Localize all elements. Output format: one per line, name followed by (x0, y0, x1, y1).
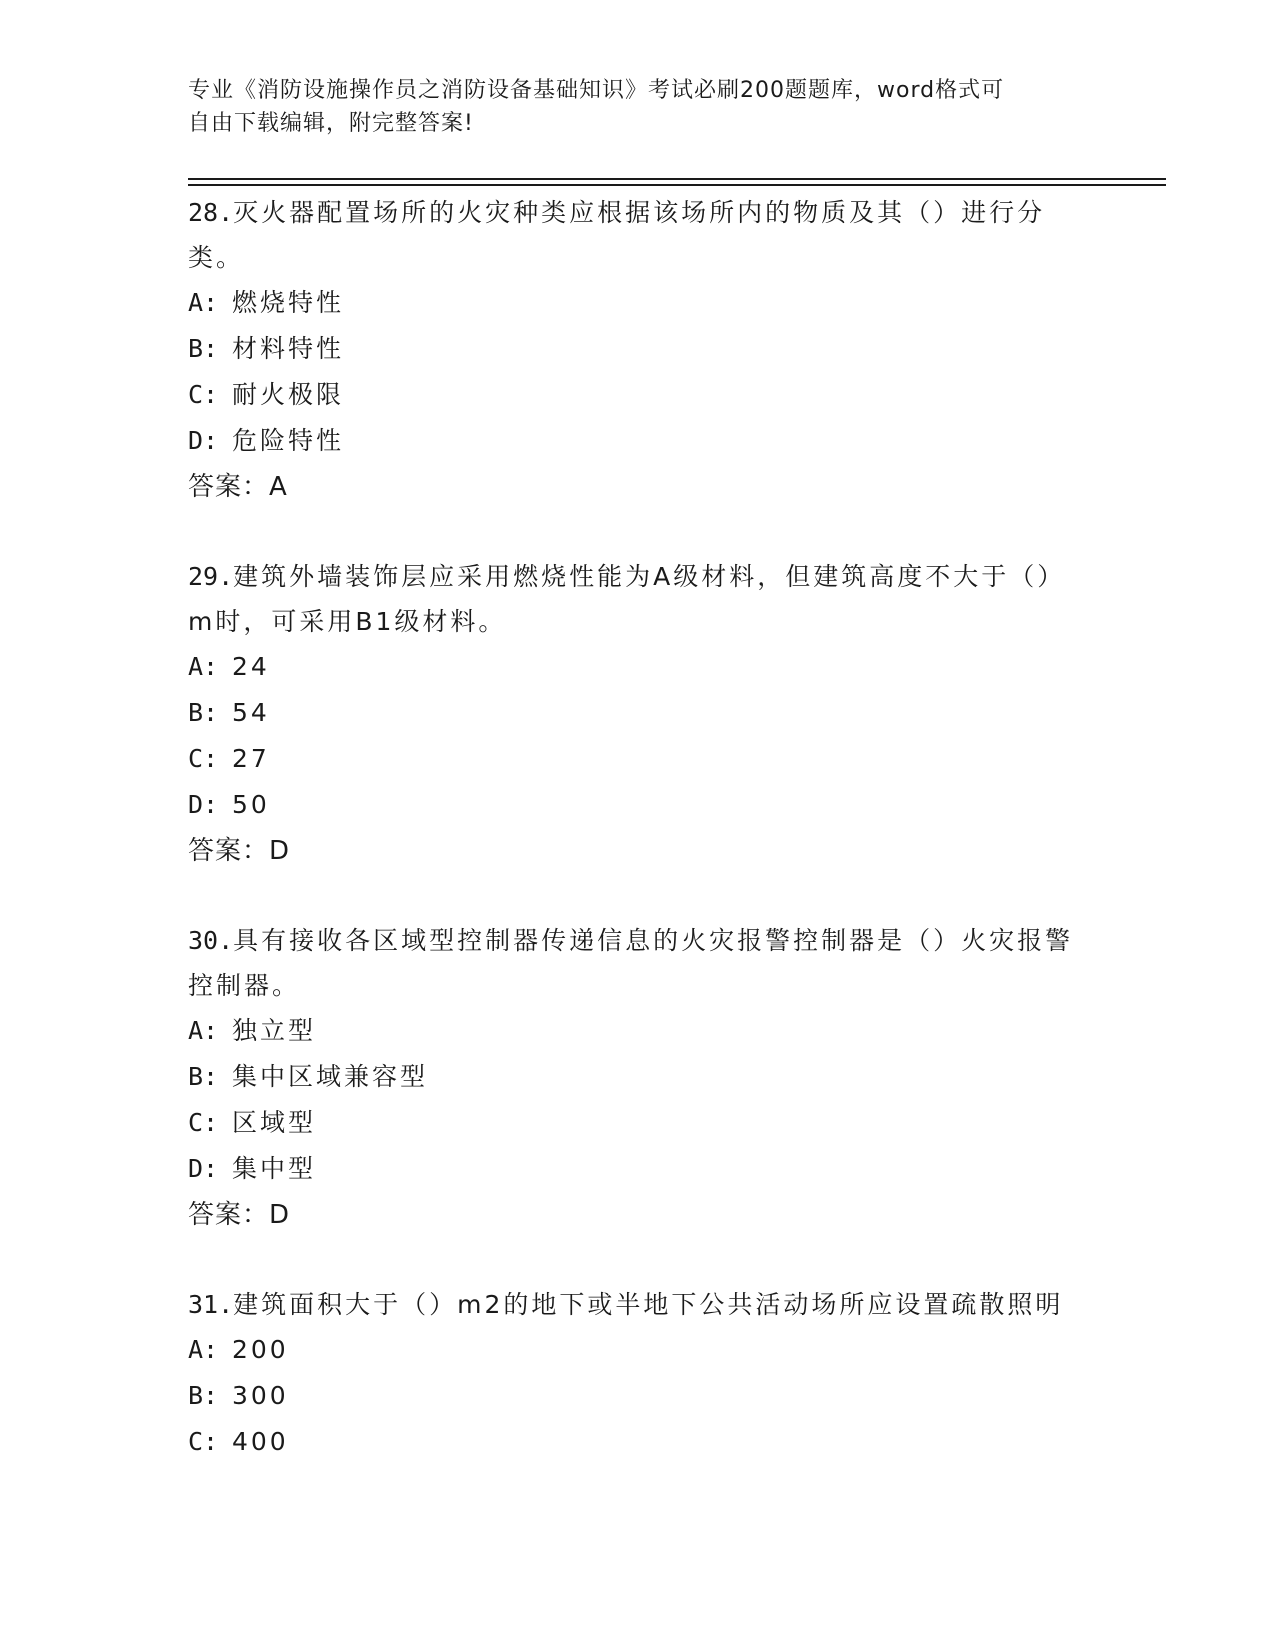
header-divider-top (188, 178, 1166, 180)
option-text: 54 (232, 698, 270, 727)
option-letter: B: (188, 1062, 219, 1091)
answer-option (188, 280, 1088, 326)
option-letter: A: (188, 1335, 219, 1364)
question-block (188, 190, 1088, 510)
option-letter: A: (188, 652, 219, 681)
question-number: 28. (188, 198, 234, 227)
option-text: 400 (232, 1427, 289, 1456)
answer-option (188, 1008, 1088, 1054)
option-letter: B: (188, 334, 219, 363)
question-text (188, 190, 1088, 280)
option-letter: D: (188, 426, 219, 455)
option-letter: A: (188, 288, 219, 317)
option-letter: C: (188, 744, 219, 773)
option-text: 200 (232, 1335, 289, 1364)
option-text: 27 (232, 744, 270, 773)
question-list (188, 190, 1088, 1509)
question-block (188, 1282, 1088, 1465)
answer-option (188, 1146, 1088, 1192)
option-letter: A: (188, 1016, 219, 1045)
option-text: 危险特性 (232, 426, 345, 455)
answer-option (188, 372, 1088, 418)
option-text: 材料特性 (232, 334, 345, 363)
option-letter: C: (188, 380, 219, 409)
document-header (188, 74, 1068, 140)
answer-option (188, 690, 1088, 736)
question-stem: 建筑外墙装饰层应采用燃烧性能为A级材料，但建筑高度不大于（）m时，可采用B1级材料。 (188, 562, 1066, 636)
option-text: 独立型 (232, 1016, 317, 1045)
option-text: 耐火极限 (232, 380, 345, 409)
question-stem: 具有接收各区域型控制器传递信息的火灾报警控制器是（）火灾报警控制器。 (188, 926, 1074, 1000)
option-text: 300 (232, 1381, 289, 1410)
question-number: 29. (188, 562, 234, 591)
header-divider-bottom (188, 184, 1166, 186)
answer-option (188, 1327, 1088, 1373)
question-stem: 灭火器配置场所的火灾种类应根据该场所内的物质及其（）进行分类。 (188, 198, 1046, 272)
question-text (188, 554, 1088, 644)
answer-option (188, 326, 1088, 372)
option-letter: D: (188, 790, 219, 819)
answer-option (188, 782, 1088, 828)
answer-line: 答案：A (188, 472, 288, 502)
option-text: 集中区域兼容型 (232, 1062, 429, 1091)
question-number: 31. (188, 1290, 234, 1319)
header-title-line-2: 自由下载编辑，附完整答案! (188, 111, 474, 136)
option-letter: B: (188, 1381, 219, 1410)
option-letter: C: (188, 1108, 219, 1137)
option-text: 区域型 (232, 1108, 317, 1137)
option-letter: B: (188, 698, 219, 727)
answer-option (188, 418, 1088, 464)
answer-option (188, 1419, 1088, 1465)
option-text: 集中型 (232, 1154, 317, 1183)
header-title-line-1: 专业《消防设施操作员之消防设备基础知识》考试必刷200题题库，word格式可 (188, 78, 1005, 103)
answer-option (188, 1373, 1088, 1419)
option-letter: D: (188, 1154, 219, 1183)
answer-option (188, 736, 1088, 782)
option-text: 燃烧特性 (232, 288, 345, 317)
question-stem: 建筑面积大于（）m2的地下或半地下公共活动场所应设置疏散照明 (233, 1290, 1064, 1319)
answer-option (188, 1100, 1088, 1146)
option-letter: C: (188, 1427, 219, 1456)
question-block (188, 918, 1088, 1238)
question-text (188, 918, 1088, 1008)
answer-line: 答案：D (188, 1200, 291, 1230)
question-text (188, 1282, 1088, 1327)
answer-option (188, 644, 1088, 690)
question-block (188, 554, 1088, 874)
question-number: 30. (188, 926, 234, 955)
option-text: 24 (232, 652, 270, 681)
answer-option (188, 1054, 1088, 1100)
answer-line: 答案：D (188, 836, 291, 866)
option-text: 50 (232, 790, 270, 819)
